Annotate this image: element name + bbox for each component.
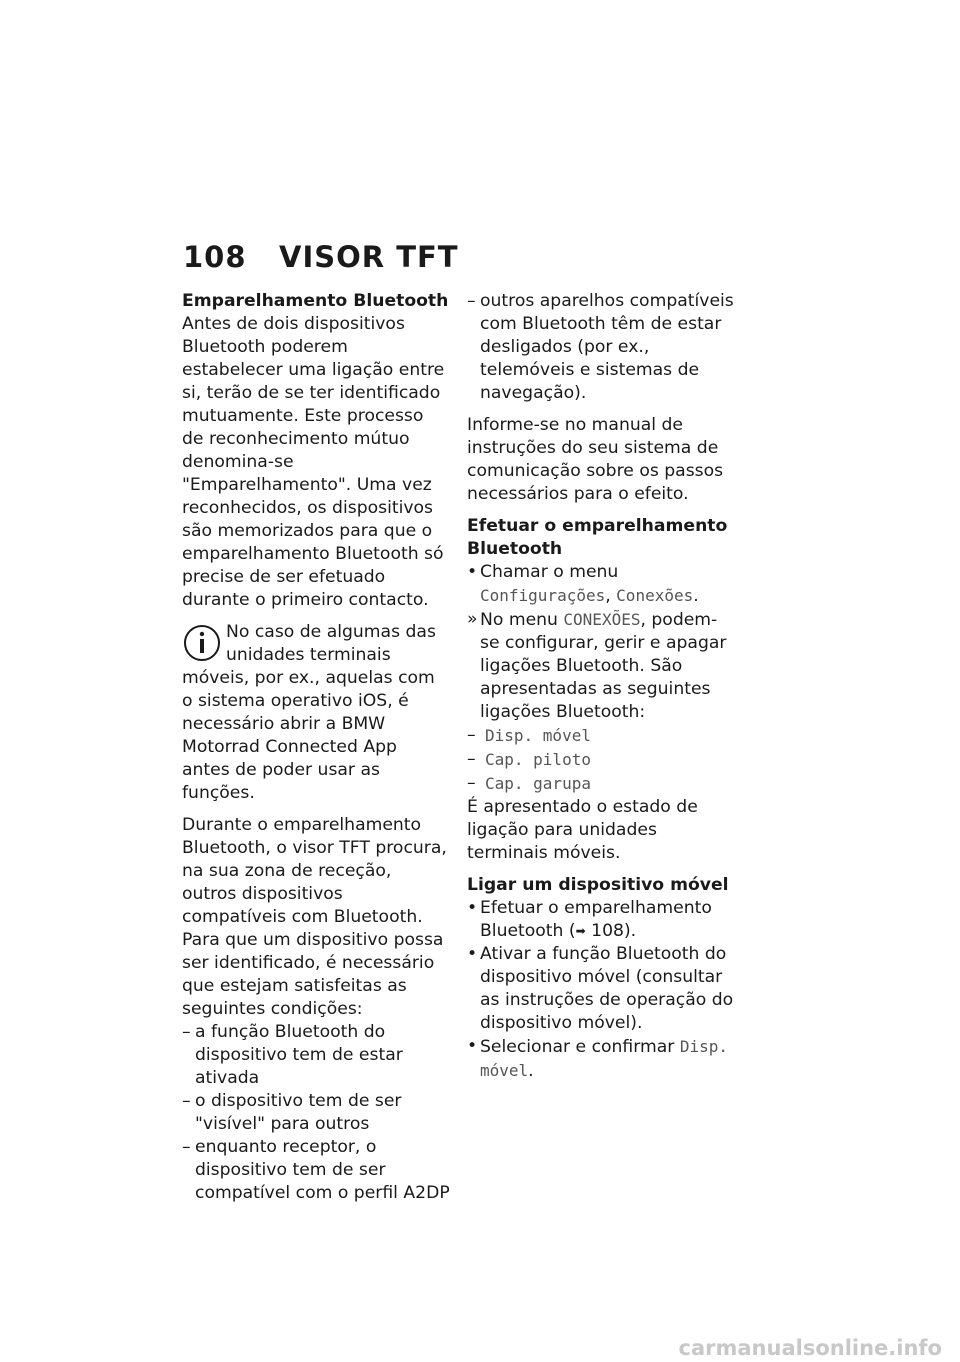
- connection-item: – Cap. garupa: [467, 773, 591, 793]
- status-note: É apresentado o estado de ligação para unidades terminais móveis.: [467, 797, 698, 863]
- step-item: • Chamar o menu Configurações, Conexões.: [467, 562, 699, 606]
- menu-path: CONEXÕES: [563, 610, 641, 629]
- heading-do-pairing: Efetuar o emparelhamento Bluetooth: [467, 516, 728, 559]
- page-reference[interactable]: 108: [591, 921, 624, 941]
- watermark: carmanualsonline.info: [678, 1336, 942, 1360]
- condition-item: – o dispositivo tem de ser "visível" para outros: [182, 1091, 402, 1134]
- page-number: 108: [183, 240, 247, 274]
- condition-item: – enquanto receptor, o dispositivo tem de ser compatível com o perfil A2DP: [182, 1137, 450, 1203]
- heading-connect-device: Ligar um dispositivo móvel: [467, 875, 729, 895]
- step-item: • Efetuar o emparelhamento Bluetooth (➡ 108).: [467, 898, 712, 941]
- manual-hint: Informe-se no manual de instruções do seu sistema de comunicação sobre os passos necessários para o efeito.: [467, 415, 724, 504]
- info-icon: [182, 623, 222, 663]
- result-item: » No menu CONEXÕES, podem-se configurar, gerir e apagar ligações Bluetooth. São apresentadas as seguintes ligações Bluetooth:: [467, 609, 727, 722]
- menu-path: Conexões: [616, 586, 694, 605]
- step-item: • Ativar a função Bluetooth do dispositivo móvel (consultar as instruções de operação do dispositivo móvel).: [467, 944, 734, 1033]
- pairing-intro: Antes de dois dispositivos Bluetooth poderem estabelecer uma ligação entre si, terão de se ter identificado mutuamente. Este processo de reconhecimento mútuo denomina-se "Emparelhamento". Uma vez reconhecidos, os dispositivos são memorizados para que o emparelhamento Bluetooth só precise de ser efetuado durante o primeiro contacto.: [182, 314, 445, 610]
- heading-pairing: Emparelhamento Bluetooth: [182, 291, 449, 311]
- pairing-search: Durante o emparelhamento Bluetooth, o visor TFT procura, na sua zona de receção, outros dispositivos compatíveis com Bluetooth. Para que um dispositivo possa ser identificado, é necessário que estejam satisfeitas as seguintes condições:: [182, 815, 447, 1019]
- menu-path: Disp. móvel: [480, 1037, 728, 1080]
- condition-item: – outros aparelhos compatíveis com Bluetooth têm de estar desligados (por ex., telemóveis e sistemas de navegação).: [467, 291, 734, 403]
- connection-item: – Cap. piloto: [467, 749, 591, 769]
- left-column: [182, 290, 450, 1205]
- info-note-text: No caso de algumas das unidades terminais móveis, por ex., aquelas com o sistema operativo iOS, é necessário abrir a BMW Motorrad Connected App antes de poder usar as funções.: [182, 622, 436, 803]
- page-header: [183, 240, 459, 274]
- info-note: [182, 621, 450, 805]
- menu-path: Configurações: [480, 586, 606, 605]
- connection-item: – Disp. móvel: [467, 725, 591, 745]
- condition-item: – a função Bluetooth do dispositivo tem de estar ativada: [182, 1022, 403, 1088]
- right-column: [467, 290, 735, 1083]
- section-title: VISOR TFT: [279, 240, 459, 274]
- page-reference-arrow-icon: ➡: [575, 924, 586, 938]
- step-item: • Selecionar e confirmar Disp. móvel.: [467, 1036, 728, 1081]
